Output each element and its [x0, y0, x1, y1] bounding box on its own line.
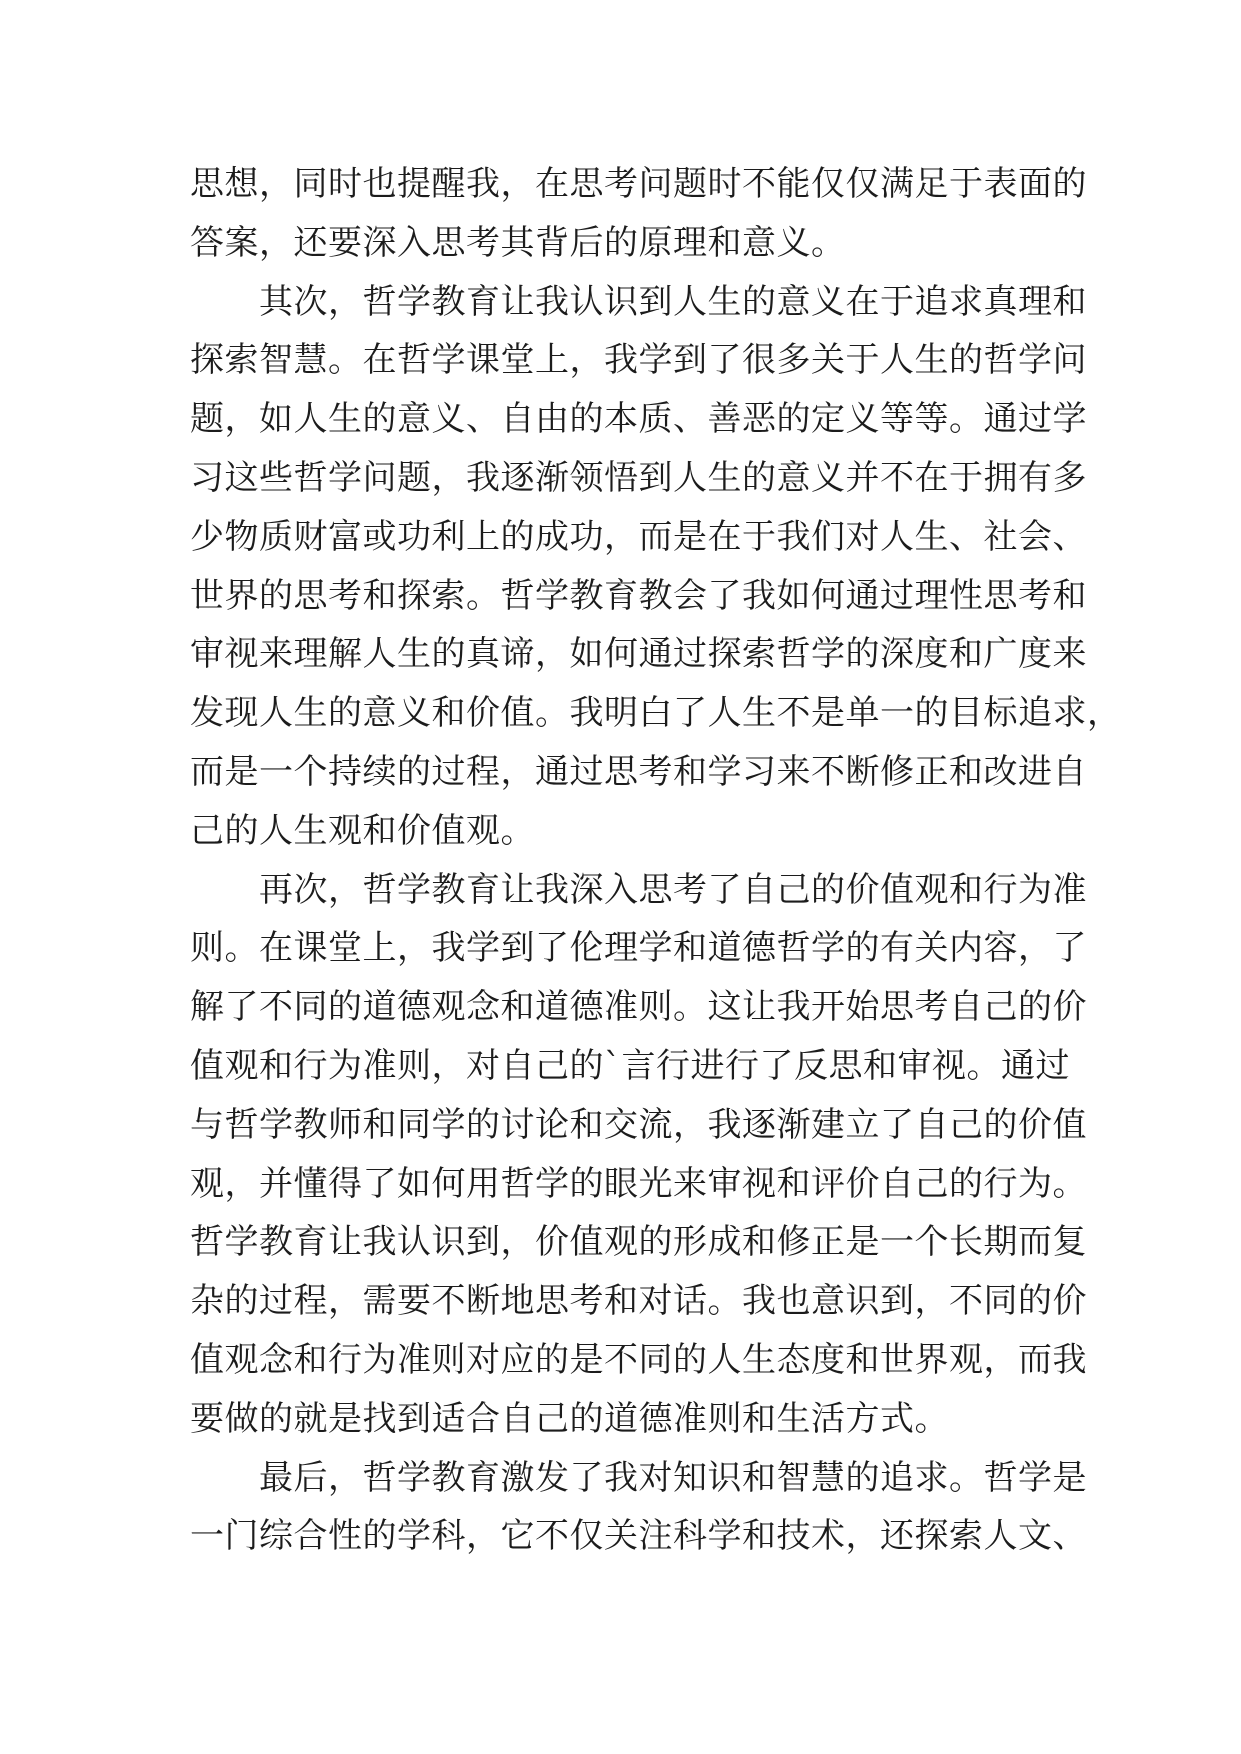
text-line: 要做的就是找到适合自己的道德准则和生活方式。	[190, 1398, 949, 1439]
text-line: 而是一个持续的过程，通过思考和学习来不断修正和改进自	[190, 751, 1087, 792]
text-line: 思想，同时也提醒我，在思考问题时不能仅仅满足于表面的	[190, 164, 1087, 204]
document-body	[190, 155, 1122, 1566]
text-line: 世界的思考和探索。哲学教育教会了我如何通过理性思考和	[190, 575, 1087, 616]
text-line: 值观和行为准则，对自己的`言行进行了反思和审视。通过	[190, 1045, 1070, 1086]
text-line: 习这些哲学问题，我逐渐领悟到人生的意义并不在于拥有多	[190, 457, 1087, 498]
text-line: 杂的过程，需要不断地思考和对话。我也意识到，不同的价	[190, 1281, 1087, 1322]
text-line: 答案，还要深入思考其背后的原理和意义。	[190, 222, 846, 263]
text-line: 解了不同的道德观念和道德准则。这让我开始思考自己的价	[190, 987, 1087, 1028]
text-line: 最后，哲学教育激发了我对知识和智慧的追求。哲学是	[190, 1457, 1087, 1498]
text-line: 探索智慧。在哲学课堂上，我学到了很多关于人生的哲学问	[190, 340, 1087, 381]
text-line: 题，如人生的意义、自由的本质、善恶的定义等等。通过学	[190, 399, 1087, 440]
text-line: 则。在课堂上，我学到了伦理学和道德哲学的有关内容，了	[190, 928, 1087, 969]
text-line: 与哲学教师和同学的讨论和交流，我逐渐建立了自己的价值	[190, 1104, 1087, 1145]
text-line: 其次，哲学教育让我认识到人生的意义在于追求真理和	[190, 281, 1087, 322]
text-line: 己的人生观和价值观。	[190, 810, 535, 851]
text-line: 发现人生的意义和价值。我明白了人生不是单一的目标追求，	[190, 693, 1122, 734]
text-line: 一门综合性的学科，它不仅关注科学和技术，还探索人文、	[190, 1516, 1087, 1557]
text-line: 审视来理解人生的真谛，如何通过探索哲学的深度和广度来	[190, 634, 1087, 675]
text-line: 少物质财富或功利上的成功，而是在于我们对人生、社会、	[190, 516, 1087, 557]
text-line: 观，并懂得了如何用哲学的眼光来审视和评价自己的行为。	[190, 1163, 1087, 1204]
text-line: 再次，哲学教育让我深入思考了自己的价值观和行为准	[190, 869, 1087, 910]
text-line: 值观念和行为准则对应的是不同的人生态度和世界观，而我	[190, 1339, 1087, 1380]
text-line: 哲学教育让我认识到，价值观的形成和修正是一个长期而复	[190, 1222, 1087, 1263]
